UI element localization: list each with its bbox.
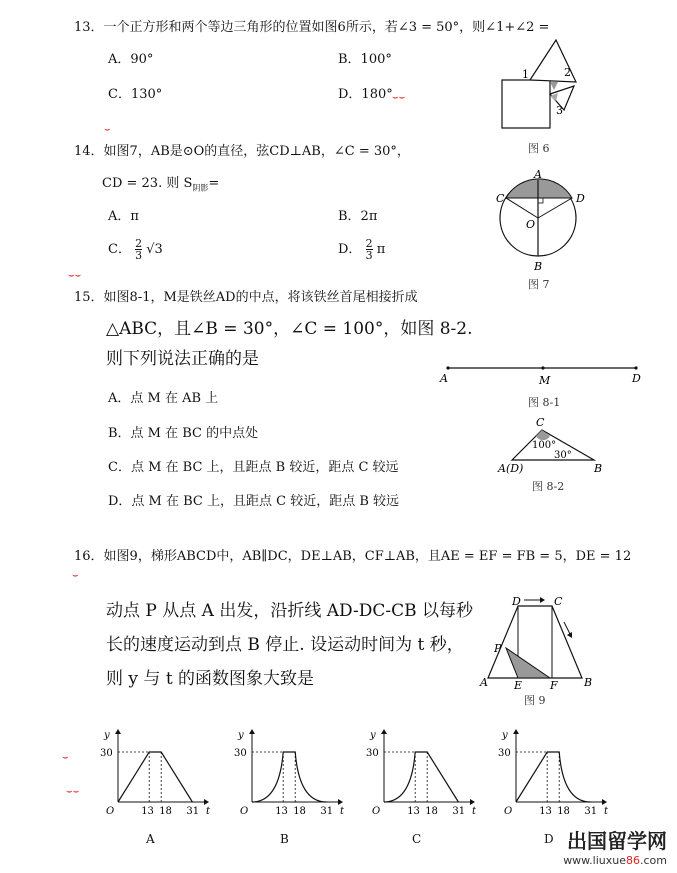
q13-stem: 13．一个正方形和两个等边三角形的位置如图6所示，若∠3 = 50°，则∠1+∠2 =	[74, 20, 550, 35]
origin-label: O	[106, 806, 115, 817]
q14-stem: 14．如图7，AB是⊙O的直径，弦CD⊥AB，∠C = 30°，	[74, 144, 410, 159]
y-tick-30: 30	[366, 748, 379, 759]
x-tick-31: 31	[584, 806, 598, 817]
figure-7	[494, 166, 598, 282]
y-axis-arrow	[513, 729, 519, 734]
graph-option-a	[96, 728, 211, 818]
q15-stem: 15．如图8-1，M是铁丝AD的中点，将该铁丝首尾相接折成	[74, 290, 418, 305]
q14-option-b: B．2π	[338, 209, 378, 224]
fig8-1-caption: 图 8-1	[528, 396, 561, 409]
x-tick-13: 13	[539, 806, 552, 817]
x-tick-18: 18	[557, 806, 570, 817]
fig9-label-a: A	[480, 676, 488, 689]
x-axis-label: t	[340, 806, 345, 817]
spell-mark: ⌣	[62, 752, 69, 763]
q14-option-a: A．π	[108, 209, 139, 224]
x-tick-18: 18	[425, 806, 438, 817]
watermark-brand: 出国留学网	[567, 829, 667, 853]
fig6-label-3: 3	[556, 104, 563, 117]
y-axis-arrow	[115, 729, 121, 734]
fig8-1-label-a: A	[440, 372, 448, 385]
y-tick-30: 30	[498, 748, 511, 759]
y-tick-30: 30	[100, 748, 113, 759]
fig8-2-angle-b: 30°	[554, 450, 572, 461]
graph-option-label: D	[544, 832, 554, 846]
x-tick-18: 18	[159, 806, 172, 817]
fig6-label-2: 2	[564, 66, 571, 79]
fig7-label-d: D	[576, 192, 585, 205]
spell-mark: ⌣⌣	[66, 786, 80, 797]
fig9-label-d: D	[512, 595, 521, 608]
q13-option-d: D．180°	[338, 87, 393, 102]
graph-curve	[384, 752, 458, 802]
x-axis-arrow	[338, 799, 343, 805]
x-axis-label: t	[206, 806, 211, 817]
origin-label: O	[504, 806, 513, 817]
x-tick-31: 31	[320, 806, 334, 817]
x-axis-label: t	[604, 806, 609, 817]
fig8-1-label-d: D	[632, 372, 641, 385]
x-tick-13: 13	[141, 806, 154, 817]
q16-line4: 则 y 与 t 的函数图象大致是	[106, 669, 315, 689]
graph-option-b	[230, 728, 345, 818]
y-axis-arrow	[381, 729, 387, 734]
q15-option-c: C．点 M 在 BC 上，且距点 B 较近，距点 C 较远	[108, 460, 399, 475]
graph-option-label: B	[280, 832, 289, 846]
origin-label: O	[372, 806, 381, 817]
q13-option-a: A．90°	[108, 52, 154, 67]
fig6-caption: 图 6	[528, 142, 550, 155]
x-axis-label: t	[472, 806, 477, 817]
y-tick-30: 30	[234, 748, 247, 759]
fig9-label-b: B	[584, 676, 593, 689]
fig8-1-label-m: M	[539, 374, 551, 387]
y-axis-arrow	[249, 729, 255, 734]
q15-option-d: D．点 M 在 BC 上，且距点 C 较近，距点 B 较远	[108, 494, 400, 509]
q14-stem-line2: CD = 23. 则 $S_{阴影}=$	[102, 176, 220, 193]
q13-option-b: B．100°	[338, 52, 392, 67]
origin-label: O	[240, 806, 249, 817]
figure-6	[494, 38, 586, 134]
x-tick-31: 31	[186, 806, 200, 817]
y-axis-label: y	[370, 730, 376, 741]
q14-option-d: D． $\frac{2}{3}$ π	[338, 237, 386, 262]
x-axis-arrow	[204, 799, 209, 805]
spell-mark: ⌣⌣	[392, 92, 406, 103]
y-axis-label: y	[502, 730, 508, 741]
graph-option-d	[494, 728, 609, 818]
q15-option-a: A．点 M 在 AB 上	[108, 391, 219, 406]
y-axis-label: y	[238, 730, 244, 741]
q15-line3: 则下列说法正确的是	[106, 349, 259, 369]
fig8-2-caption: 图 8-2	[532, 480, 565, 493]
fig9-caption: 图 9	[524, 694, 546, 707]
fig9-label-c: C	[554, 595, 563, 608]
fig7-label-a: A	[534, 168, 542, 181]
graph-option-label: C	[412, 832, 422, 846]
spell-mark: ⌣⌣	[68, 270, 82, 281]
graph-option-label: A	[146, 832, 155, 846]
graph-curve	[118, 752, 192, 802]
fig9-label-f: F	[550, 679, 558, 692]
fig7-caption: 图 7	[528, 278, 550, 291]
x-tick-13: 13	[275, 806, 288, 817]
q15-option-b: B．点 M 在 BC 的中点处	[108, 426, 259, 441]
fig8-2-label-ad: A(D)	[498, 462, 524, 475]
x-axis-arrow	[602, 799, 607, 805]
fig7-label-b: B	[534, 260, 543, 273]
figure-9	[478, 594, 596, 692]
fig7-label-c: C	[496, 192, 505, 205]
fig9-label-p: P	[494, 642, 502, 655]
q14-option-c: C． $\frac{2}{3}$ √3	[108, 237, 163, 262]
q16-line3: 长的速度运动到点 B 停止. 设运动时间为 t 秒，	[106, 635, 464, 655]
x-axis-arrow	[470, 799, 475, 805]
q13-option-c: C．130°	[108, 87, 163, 102]
figure-8-2	[498, 414, 608, 476]
fig7-label-o: O	[526, 218, 536, 231]
fig8-2-label-b: B	[594, 462, 603, 475]
x-tick-31: 31	[452, 806, 466, 817]
fig9-label-e: E	[514, 679, 523, 692]
x-tick-18: 18	[293, 806, 306, 817]
y-axis-label: y	[104, 730, 110, 741]
graph-curve	[516, 752, 590, 802]
fig8-2-label-c: C	[536, 416, 545, 429]
x-tick-13: 13	[407, 806, 420, 817]
graph-curve	[252, 752, 326, 802]
fig6-label-1: 1	[522, 68, 529, 81]
q16-line2: 动点 P 从点 A 出发，沿折线 AD-DC-CB 以每秒	[106, 601, 473, 621]
watermark	[563, 825, 667, 867]
watermark-url: www.liuxue86.com	[563, 854, 667, 867]
figure-8-1	[440, 360, 650, 390]
spell-mark: ⌣	[72, 570, 79, 581]
q15-line2: △ABC，且∠B = 30°，∠C = 100°，如图 8-2.	[106, 319, 473, 339]
q16-stem: 16．如图9，梯形ABCD中，AB∥DC，DE⊥AB，CF⊥AB，且AE = EF = FB = 5，DE = 12	[74, 549, 632, 564]
spell-mark: ⌣	[104, 124, 111, 135]
graph-option-c	[362, 728, 477, 818]
fig8-2-angle-c: 100°	[532, 440, 557, 451]
